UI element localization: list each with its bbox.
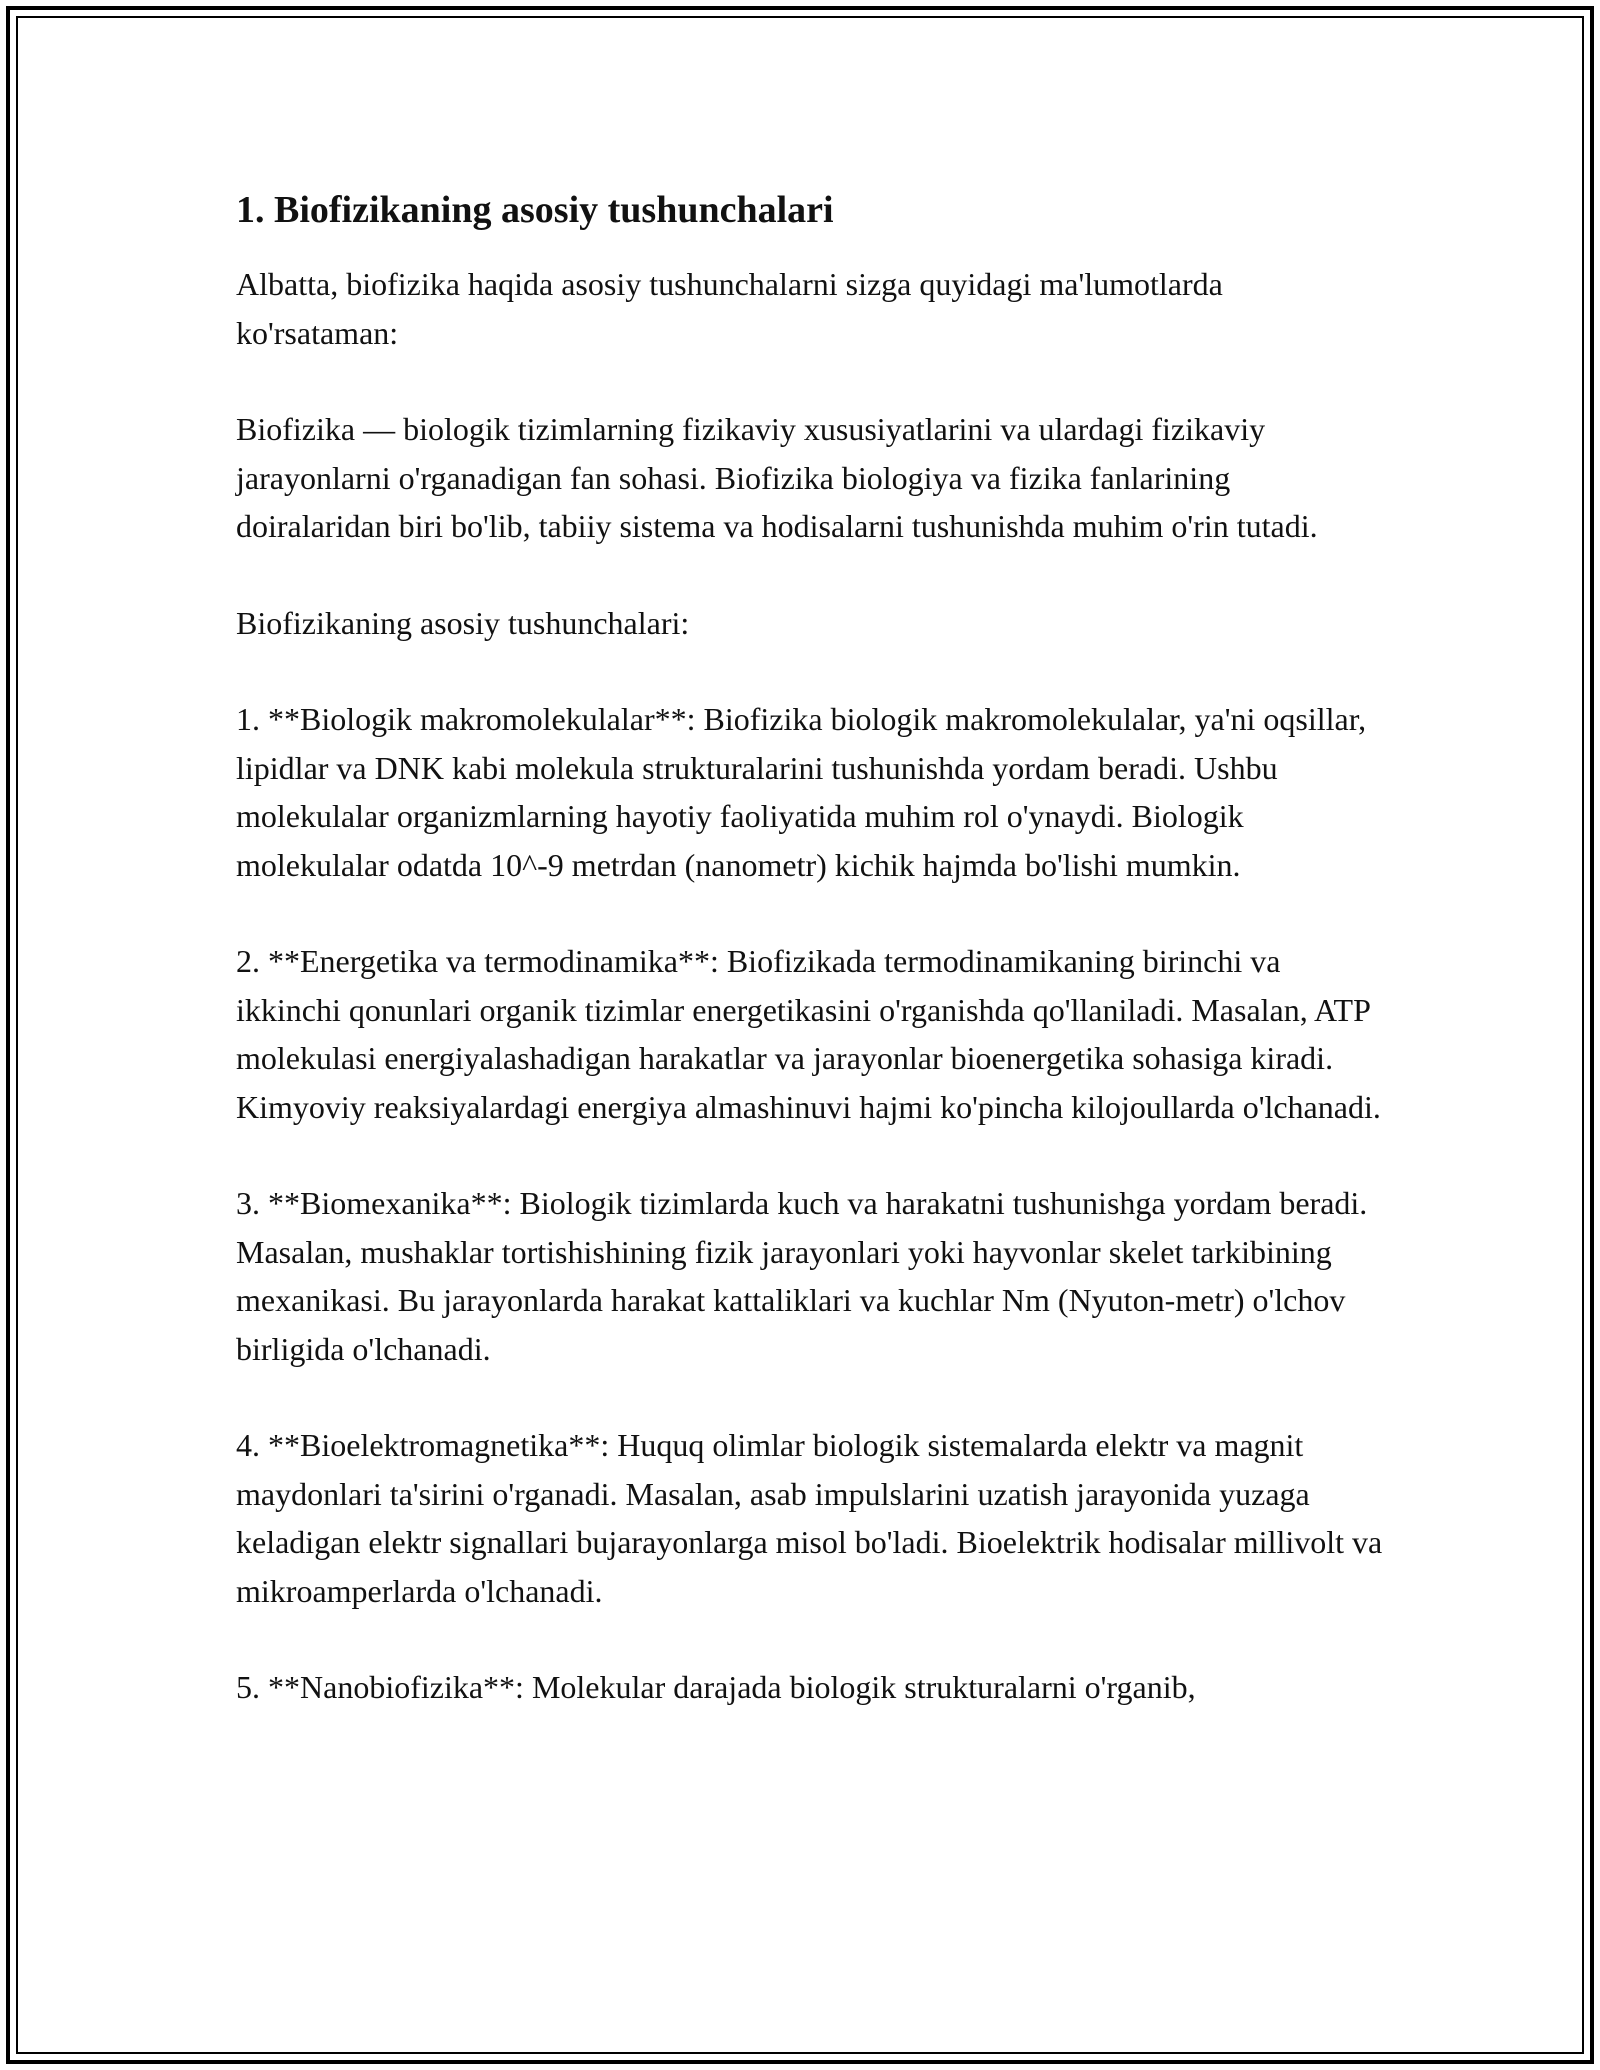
list-item-4: 4. **Bioelektromagnetika**: Huquq olimlar biologik sistemalarda elektr va magnit maydonlari ta'sirini o'rganadi. Masalan, asab impulslarini uzatish jarayonida yuzaga keladigan elektr signallari bujarayonlarga misol bo'ladi. Bioelektrik hodisalar millivolt va mikroamperlarda o'lchanadi. (236, 1427, 1383, 1609)
intro-paragraph: Albatta, biofizika haqida asosiy tushunchalarni sizga quyidagi ma'lumotlarda ko'rsataman: (236, 266, 1223, 351)
document-title: 1. Biofizikaning asosiy tushunchalari (236, 189, 834, 231)
list-item-3: 3. **Biomexanika**: Biologik tizimlarda kuch va harakatni tushunishga yordam beradi. Masalan, mushaklar tortishishining fizik jarayonlari yoki hayvonlar skelet tarkibining mexanikasi. Bu jarayonlarda harakat kattaliklari va kuchlar Nm (Nyuton-metr) o'lchov birligida o'lchanadi. (236, 1185, 1368, 1367)
list-item-5: 5. **Nanobiofizika**: Molekular darajada biologik strukturalarni o'rganib, (236, 1669, 1196, 1705)
section-heading-paragraph: Biofizikaning asosiy tushunchalari: (236, 604, 690, 641)
document-body (236, 186, 1386, 1760)
list-item-1: 1. **Biologik makromolekulalar**: Biofizika biologik makromolekulalar, ya'ni oqsillar, lipidlar va DNK kabi molekula strukturalarini tushunishda yordam beradi. Ushbu molekulalar organizmlarning hayotiy faoliyatida muhim rol o'ynaydi. Biologik molekulalar odatda 10^-9 metrdan (nanometr) kichik hajmda bo'lishi mumkin. (236, 701, 1367, 883)
definition-paragraph: Biofizika — biologik tizimlarning fizikaviy xususiyatlarini va ulardagi fizikaviy jarayonlarni o'rganadigan fan sohasi. Biofizika biologiya va fizika fanlarining doiralaridan biri bo'lib, tabiiy sistema va hodisalarni tushunishda muhim o'rin tutadi. (236, 411, 1318, 544)
list-item-2: 2. **Energetika va termodinamika**: Biofizikada termodinamikaning birinchi va ikkinchi qonunlari organik tizimlar energetikasini o'rganishda qo'llaniladi. Masalan, ATP molekulasi energiyalashadigan harakatlar va jarayonlar bioenergetika sohasiga kiradi. Kimyoviy reaksiyalardagi energiya almashinuvi hajmi ko'pincha kilojoullarda o'lchanadi. (236, 943, 1381, 1125)
